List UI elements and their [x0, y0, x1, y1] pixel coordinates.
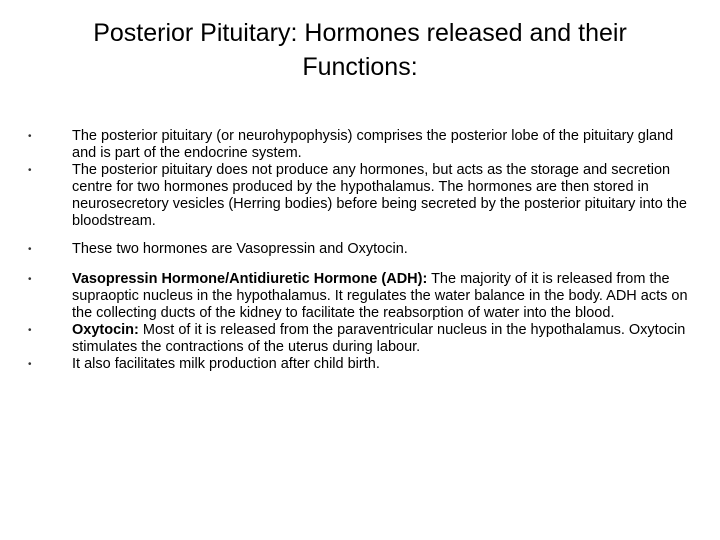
bullet-text: The posterior pituitary (or neurohypophysis) comprises the posterior lobe of the pituitary gland and is part of the endocrine system.: [72, 128, 674, 161]
bullet-text: Most of it is released from the paraventricular nucleus in the hypothalamus. Oxytocin stimulates the contractions of the uterus during labour.: [72, 322, 686, 355]
bullet-text: These two hormones are Vasopressin and Oxytocin.: [72, 241, 408, 257]
bullet-text: It also facilitates milk production after child birth.: [72, 356, 380, 372]
bullet-item-posterior-lobe: [28, 128, 688, 162]
slide-title: [40, 16, 680, 84]
bullet-text: The majority of it is released from the supraoptic nucleus in the hypothalamus. It regulates the water balance in the body. ADH acts on the collecting ducts of the kidney to facilitate the reabsorption of water into the blood.: [72, 271, 688, 321]
bullet-lead-term: Oxytocin:: [72, 322, 139, 338]
bullet-lead-term: Vasopressin Hormone/Antidiuretic Hormone (ADH):: [72, 271, 428, 287]
bullet-item-storage: [28, 162, 688, 230]
bullet-list: [28, 128, 688, 373]
bullet-item-two-hormones: [28, 241, 688, 258]
bullet-icon: •: [28, 325, 32, 336]
bullet-icon: •: [28, 274, 32, 285]
bullet-text: The posterior pituitary does not produce any hormones, but acts as the storage and secretion centre for two hormones produced by the hypothalamus. The hormones are then stored in neurosecretory vesicles (Herring bodies) before being secreted by the posterior pituitary into the bloodstream.: [72, 162, 687, 229]
bullet-icon: •: [28, 359, 32, 370]
bullet-icon: •: [28, 131, 32, 142]
bullet-icon: •: [28, 165, 32, 176]
slide-title-line-2: Functions:: [302, 53, 418, 81]
bullet-icon: •: [28, 244, 32, 255]
bullet-item-oxytocin: [28, 322, 688, 356]
slide-title-line-1: Posterior Pituitary: Hormones released and their: [93, 19, 627, 47]
bullet-item-vasopressin: [28, 271, 688, 322]
bullet-item-milk-production: [28, 356, 688, 373]
